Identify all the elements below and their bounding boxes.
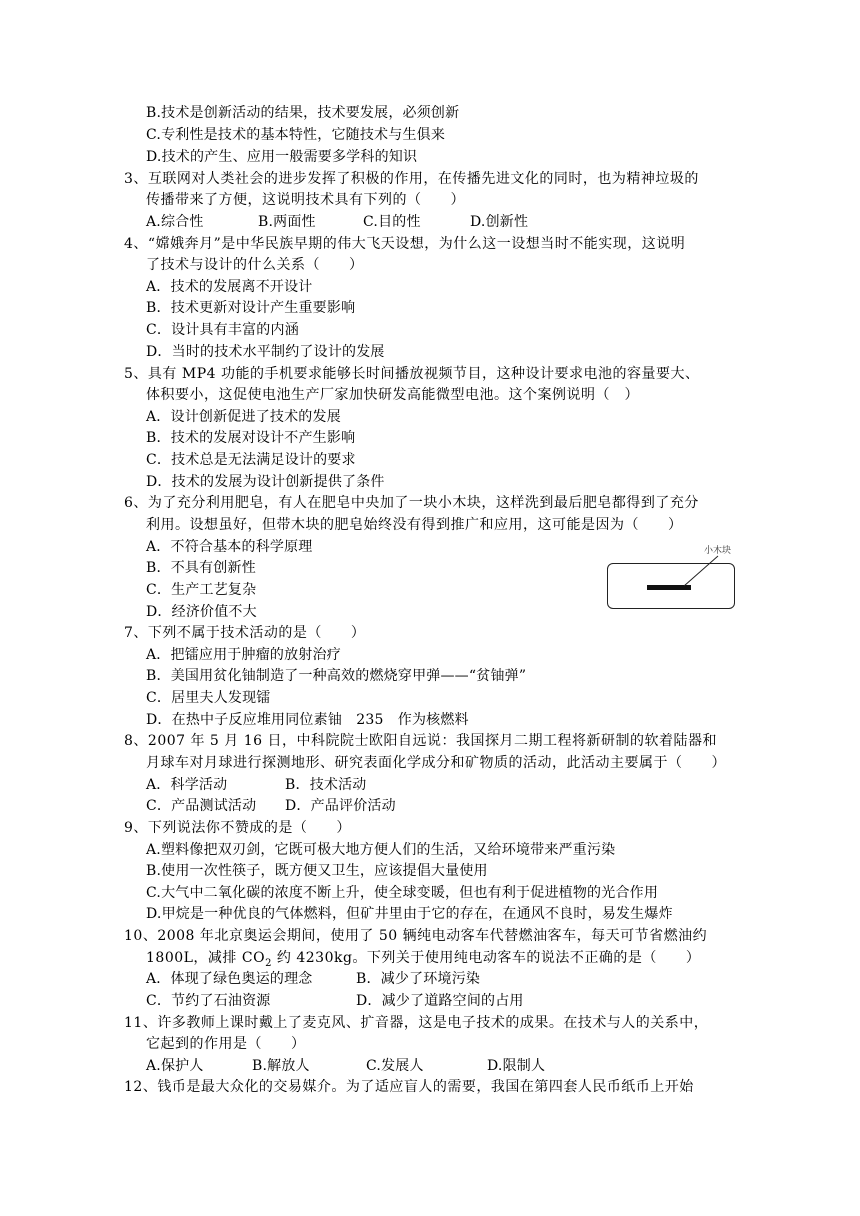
q11-stem-line1: 11、许多教师上课时戴上了麦克风、扩音器，这是电子技术的成果。在技术与人的关系中，	[124, 1015, 709, 1031]
q8-stem-line1: 8、2007 年 5 月 16 日，中科院院士欧阳自远说：我国探月二期工程将新研制的软着陆器和	[124, 733, 718, 749]
q6-option-a: A．不符合基本的科学原理	[146, 539, 313, 555]
q8-option-d: D．产品评价活动	[285, 798, 396, 814]
q10-stem-line1: 10、2008 年北京奥运会期间，使用了 50 辆纯电动客车代替燃油客车，每天可节省燃油约	[124, 928, 708, 944]
q10-stem-line2-part1: 1800L，减排 CO	[146, 950, 266, 966]
q3-option-a: A.综合性	[146, 214, 204, 230]
figure-leader-line	[684, 556, 718, 586]
q11-option-b: B.解放人	[252, 1058, 310, 1074]
q5-stem-line1: 5、具有 MP4 功能的手机要求能够长时间播放视频节目，这种设计要求电池的容量要大、	[124, 366, 700, 382]
q6-option-c: C．生产工艺复杂	[146, 582, 257, 598]
q5-option-b: B．技术的发展对设计不产生影响	[146, 430, 356, 446]
q3-option-b: B.两面性	[258, 214, 316, 230]
q2-option-b: B.技术是创新活动的结果，技术要发展，必须创新	[146, 105, 460, 121]
figure-label-wood-block: 小木块	[704, 546, 732, 556]
q5-option-d: D．技术的发展为设计创新提供了条件	[146, 474, 385, 490]
q12-stem-line1: 12、钱币是最大众化的交易媒介。为了适应盲人的需要，我国在第四套人民币纸币上开始	[124, 1079, 694, 1095]
q9-option-b: B.使用一次性筷子，既方便又卫生，应该提倡大量使用	[146, 863, 488, 879]
q10-option-a: A．体现了绿色奥运的理念	[146, 971, 313, 987]
q8-option-a: A．科学活动	[146, 777, 228, 793]
q6-option-b: B．不具有创新性	[146, 560, 256, 576]
q7-option-c: C．居里夫人发现镭	[146, 690, 271, 706]
q3-stem-line2: 传播带来了方便，这说明技术具有下列的（ ）	[146, 192, 465, 208]
q6-stem-line1: 6、为了充分利用肥皂，有人在肥皂中央加了一块小木块，这样洗到最后肥皂都得到了充分	[124, 495, 699, 511]
q6-stem-line2: 利用。设想虽好，但带木块的肥皂始终没有得到推广和应用，这可能是因为（ ）	[146, 517, 683, 533]
soap-figure	[607, 563, 735, 609]
q3-option-c: C.目的性	[363, 214, 421, 230]
q10-option-c: C．节约了石油资源	[146, 993, 271, 1009]
q11-option-a: A.保护人	[146, 1058, 204, 1074]
q2-option-c: C.专利性是技术的基本特性，它随技术与生俱来	[146, 127, 446, 143]
q3-stem-line1: 3、互联网对人类社会的进步发挥了积极的作用，在传播先进文化的同时，也为精神垃圾的	[124, 171, 699, 187]
q9-option-c: C.大气中二氧化碳的浓度不断上升，使全球变暖，但也有利于促进植物的光合作用	[146, 885, 659, 901]
q10-option-d: D．减少了道路空间的占用	[356, 993, 524, 1009]
q4-stem-line2: 了技术与设计的什么关系（ ）	[146, 257, 364, 273]
q4-option-b: B．技术更新对设计产生重要影响	[146, 300, 356, 316]
q7-option-b: B．美国用贫化铀制造了一种高效的燃烧穿甲弹——“贫铀弹”	[146, 668, 527, 684]
q8-option-c: C．产品测试活动	[146, 798, 257, 814]
q3-option-d: D.创新性	[470, 214, 529, 230]
q5-option-a: A．设计创新促进了技术的发展	[146, 409, 341, 425]
q5-stem-line2: 体积要小，这促使电池生产厂家加快研发高能微型电池。这个案例说明（ ）	[146, 387, 639, 403]
q7-stem-line1: 7、下列不属于技术活动的是（ ）	[124, 625, 366, 641]
q4-option-d: D．当时的技术水平制约了设计的发展	[146, 344, 385, 360]
q10-co2-subscript: 2	[265, 957, 272, 969]
q7-option-d: D．在热中子反应堆用同位素铀 235 作为核燃料	[146, 712, 469, 728]
q10-option-b: B．减少了环境污染	[356, 971, 481, 987]
q11-stem-line2: 它起到的作用是（ ）	[146, 1036, 306, 1052]
q4-option-c: C．设计具有丰富的内涵	[146, 322, 299, 338]
q2-option-d: D.技术的产生、应用一般需要多学科的知识	[146, 149, 418, 165]
q9-option-d: D.甲烷是一种优良的气体燃料，但矿井里由于它的存在，在通风不良时，易发生爆炸	[146, 906, 673, 922]
q7-option-a: A．把镭应用于肿瘤的放射治疗	[146, 647, 341, 663]
q6-option-d: D．经济价值不大	[146, 604, 257, 620]
q8-option-b: B．技术活动	[285, 777, 367, 793]
q5-option-c: C．技术总是无法满足设计的要求	[146, 452, 356, 468]
q11-option-d: D.限制人	[487, 1058, 546, 1074]
q4-option-a: A．技术的发展离不开设计	[146, 279, 313, 295]
q8-stem-line2: 月球车对月球进行探测地形、研究表面化学成分和矿物质的活动，此活动主要属于（ ）	[146, 755, 726, 771]
soap-figure-drawing	[608, 564, 736, 610]
q11-option-c: C.发展人	[366, 1058, 424, 1074]
q9-option-a: A.塑料像把双刃剑，它既可极大地方便人们的生活，又给环境带来严重污染	[146, 842, 616, 858]
q9-stem-line1: 9、下列说法你不赞成的是（ ）	[124, 820, 351, 836]
q4-stem-line1: 4、“嫦娥奔月”是中华民族早期的伟大飞天设想，为什么这一设想当时不能实现，这说明	[124, 236, 686, 252]
q10-stem-line2-part2: 约 4230kg。下列关于使用纯电动客车的说法不正确的是（ ）	[271, 950, 701, 966]
